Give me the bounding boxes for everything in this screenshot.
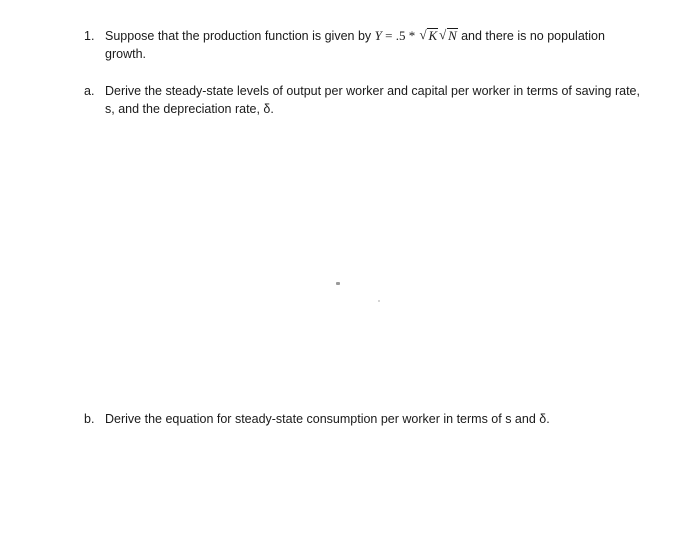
sqrt-n: [439, 27, 458, 45]
equation-operator: *: [408, 28, 416, 43]
equation-equals: =: [385, 28, 393, 43]
equation-radicand-n: N: [448, 28, 457, 43]
radical-sign-icon: √: [439, 27, 447, 42]
equation-coefficient: .5: [395, 28, 406, 43]
radical-sign-icon: √: [419, 27, 427, 42]
question-1-text-before: Suppose that the production function is given by: [105, 29, 372, 43]
question-part-b-text: Derive the equation for steady-state consumption per worker in terms of s and δ.: [105, 412, 550, 426]
question-1-text-line2: growth.: [105, 47, 146, 61]
scan-speck: [336, 282, 340, 285]
question-part-b-marker: b.: [84, 412, 95, 426]
sqrt-k: [419, 27, 438, 45]
question-1-marker: 1.: [84, 29, 95, 43]
equation-radicand-k: K: [428, 28, 438, 43]
question-part-a-text: Derive the steady-state levels of output per worker and capital per worker in terms of saving rate, s, and the depreciation rate, δ.: [105, 84, 640, 116]
question-1-text: [105, 27, 640, 63]
production-function-equation: [375, 28, 461, 43]
equation-lhs: Y: [374, 28, 382, 43]
question-1-text-after: and there is no population: [461, 29, 605, 43]
scan-speck: [378, 300, 380, 302]
question-part-a-marker: a.: [84, 84, 95, 98]
